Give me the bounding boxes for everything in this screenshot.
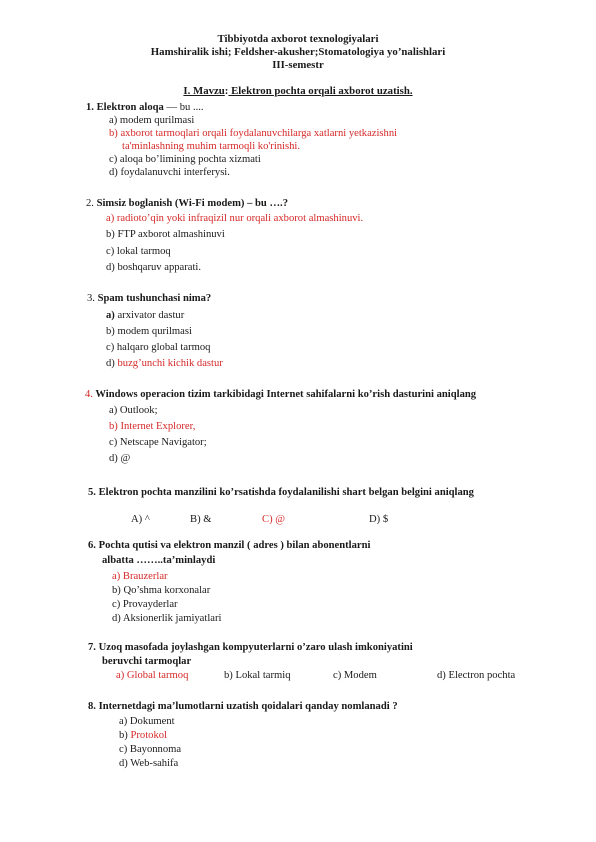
question-7-cont: beruvchi tarmoqlar	[102, 656, 192, 667]
option-3b: b) modem qurilmasi	[106, 326, 192, 337]
option-letter: d)	[106, 358, 118, 369]
option-text: buzg’unchi kichik dastur	[117, 358, 223, 369]
question-text: Elektron pochta manzilini ko’rsatishda foydalanilishi shart belgan belgini aniqlang	[95, 487, 474, 498]
option-6a: a) Brauzerlar	[112, 571, 168, 582]
question-text: Simsiz boglanish (Wi-Fi modem) – bu ….?	[93, 198, 288, 209]
question-6-cont: albatta ……..ta’minlaydi	[102, 555, 216, 566]
option-6d: d) Aksionerlik jamiyatlari	[112, 613, 222, 624]
option-3d	[106, 357, 223, 370]
question-rest: — bu ....	[163, 102, 204, 113]
option-text: Protokol	[130, 730, 167, 741]
question-text: Internetdagi ma’lumotlarni uzatish qoidalari qanday nomlanadi ?	[95, 701, 398, 712]
topic-text: Elektron pochta orqali axborot uzatish.	[228, 85, 413, 97]
option-6c: c) Provayderlar	[112, 599, 178, 610]
option-8c: c) Bayonnoma	[119, 744, 182, 755]
question-text: Uzoq masofada joylashgan kompyuterlarni o’zaro ulash imkoniyatini	[95, 642, 413, 653]
option-8d: d) Web-sahifa	[119, 758, 179, 769]
option-4b: b) Internet Explorer,	[109, 421, 196, 432]
option-5d: D) $	[369, 514, 389, 525]
option-4d: d) @	[109, 453, 131, 464]
option-1d: d) foydalanuvchi interferysi.	[109, 167, 230, 178]
option-letter: b)	[119, 730, 131, 741]
option-7c: c) Modem	[333, 670, 377, 681]
question-5	[88, 486, 474, 499]
option-1a: a) modem qurilmasi	[109, 115, 195, 126]
option-2a: a) radioto’qin yoki infraqizil nur orqali axborot almashinuvi.	[106, 213, 364, 224]
option-2d: d) boshqaruv apparati.	[106, 262, 202, 273]
option-3c: c) halqaro global tarmoq	[106, 342, 211, 353]
option-5a: A) ^	[131, 514, 150, 525]
option-text: arxivator dastur	[114, 310, 185, 321]
option-8a: a) Dokument	[119, 716, 175, 727]
topic-title	[0, 85, 596, 98]
semester: III-semestr	[272, 59, 324, 71]
question-number: 2.	[86, 198, 94, 209]
question-4	[85, 388, 476, 401]
topic-prefix: I. Mavzu	[183, 85, 225, 97]
option-7a: a) Global tarmoq	[116, 670, 189, 681]
course-title: Tibbiyotda axborot texnologiyalari	[217, 33, 379, 45]
option-7b: b) Lokal tarmiq	[224, 670, 291, 681]
question-number: 7.	[88, 642, 96, 653]
course-subtitle: Hamshiralik ishi; Feldsher-akusher;Stomatologiya yo’nalishlari	[150, 46, 446, 58]
question-2	[86, 197, 288, 210]
option-6b: b) Qo’shma korxonalar	[112, 585, 211, 596]
option-2c: c) lokal tarmoq	[106, 246, 171, 257]
question-number: 5.	[88, 487, 96, 498]
question-text: Pochta qutisi va elektron manzil ( adres ) bilan abonentlarni	[95, 540, 371, 551]
option-1b: b) axborot tarmoqlari orqali foydalanuvchilarga xatlarni yetkazishni	[109, 128, 398, 139]
question-7	[88, 641, 413, 654]
option-4c: c) Netscape Navigator;	[109, 437, 207, 448]
question-number: 1.	[86, 102, 94, 113]
question-number: 3.	[87, 293, 95, 304]
option-7d: d) Electron pochta	[437, 670, 516, 681]
question-number: 6.	[88, 540, 96, 551]
option-1c: c) aloqa bo’limining pochta xizmati	[109, 154, 261, 165]
question-1	[86, 101, 204, 114]
option-3a	[106, 309, 184, 322]
question-text: Windows operacion tizim tarkibidagi Internet sahifalarni ko’rish dasturini aniqlang	[92, 389, 477, 400]
option-1b-cont: ta'minlashning muhim tarmoqli ko'rinishi.	[122, 141, 301, 152]
option-4a: a) Outlook;	[109, 405, 158, 416]
question-3	[87, 292, 211, 305]
option-8b	[119, 729, 167, 742]
question-number: 4.	[85, 389, 93, 400]
question-8	[88, 700, 398, 713]
question-6	[88, 539, 370, 552]
question-text: Spam tushunchasi nima?	[94, 293, 212, 304]
topic-colon: :	[224, 85, 229, 97]
option-5c: C) @	[262, 514, 285, 525]
option-2b: b) FTP axborot almashinuvi	[106, 229, 225, 240]
option-5b: B) &	[190, 514, 212, 525]
option-letter: a)	[106, 310, 115, 321]
question-number: 8.	[88, 701, 96, 712]
question-text: Elektron aloqa	[96, 102, 164, 113]
